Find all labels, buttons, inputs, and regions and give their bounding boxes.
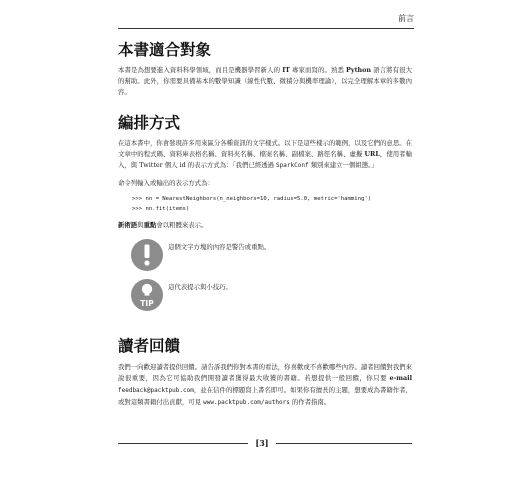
heading-audience: 本書適合對象 bbox=[118, 41, 212, 59]
bold-term: 重點 bbox=[143, 220, 157, 229]
page-number: [3] bbox=[255, 438, 269, 448]
tip-text: 這代表提示與小技巧。 bbox=[168, 283, 232, 292]
footer-rule-left bbox=[118, 443, 248, 444]
text-run: ，使用者輸入，與 Twitter 個人 id 的表示方式為：「我們已經透過 bbox=[118, 150, 412, 169]
code-line: >>> nn.fit(items) bbox=[132, 205, 190, 212]
warning-box bbox=[118, 238, 412, 278]
code-block bbox=[118, 194, 412, 214]
running-title: 前言 bbox=[398, 14, 414, 23]
text-run: 專家而寫的。熟悉 bbox=[289, 66, 347, 74]
code-line: >>> nn = NearestNeighbors(n_neighbors=10, radius=5.0, metric='hamming') bbox=[132, 195, 372, 202]
text-run: 與 bbox=[137, 220, 144, 229]
text-run: 的作者指南。 bbox=[289, 397, 331, 406]
page-number-value: 3 bbox=[259, 438, 265, 448]
bold-term: 新術語 bbox=[118, 220, 138, 229]
bold-term: URL bbox=[364, 150, 380, 159]
warning-text: 這個文字方塊的內容是警告或重點。 bbox=[168, 243, 271, 252]
page-content bbox=[118, 40, 412, 409]
heading-feedback: 讀者回饋 bbox=[118, 337, 181, 356]
footer-rule-right bbox=[276, 443, 412, 444]
inline-code: SparkConf bbox=[276, 161, 309, 169]
text-run: 本書是為想要進入資料科學領域，而且是機器學習新人的 bbox=[118, 66, 283, 74]
bold-term: e-mail bbox=[389, 374, 412, 383]
text-run: 在這本書中，你會發現許多用來區分各種資訊的文字樣式。以下是這些樣示的範例，以及它們的意思。在文章中的程式碼、資料庫表格名稱、資料夾名稱、檔案名稱、副檔案、路徑名稱、虛擬 bbox=[118, 139, 412, 159]
tip-label: TIP bbox=[140, 299, 154, 309]
bold-term: IT bbox=[282, 66, 290, 74]
running-head bbox=[118, 14, 414, 29]
text-run: 語言將有很大的幫助。此外，你需要具備基本的數學知識（線性代數、微積分與機率理論），以完全理解本章的多數內容。 bbox=[118, 66, 413, 96]
paragraph-audience bbox=[118, 65, 412, 97]
text-run: 類別來建立一個組態。」 bbox=[308, 160, 378, 169]
authors-url: www.packtpub.com/authors bbox=[203, 398, 290, 406]
code-intro: 命令列輸入或輸出的表示方式為： bbox=[118, 178, 214, 187]
lightbulb-icon bbox=[130, 278, 164, 312]
text-run: 會以粗體來表示。 bbox=[156, 220, 208, 229]
paragraph-conventions bbox=[118, 138, 412, 171]
tip-box bbox=[118, 278, 412, 318]
terms-line bbox=[118, 220, 412, 231]
email-address: feedback@packtpub.com bbox=[118, 386, 194, 394]
text-run: 我們一向歡迎讀者提供回饋。請告訴我們你對本書的看法，你喜歡或不喜歡哪些內容。讀者回饋對我們來說很重要，因為它可協助我們開發讀者獲得最大收獲的書籍。若想提供一般回饋，你只要 bbox=[118, 363, 412, 383]
heading-conventions: 編排方式 bbox=[118, 114, 181, 133]
paragraph-feedback bbox=[118, 362, 412, 408]
text-run: ，並在信件的標題寫上書名即可。如果你有擅長的主題，想要成為書籍作者，或對這類書籍付出貢獻，可見 bbox=[118, 385, 412, 406]
bold-term: Python bbox=[346, 66, 372, 74]
warning-icon bbox=[130, 238, 164, 272]
